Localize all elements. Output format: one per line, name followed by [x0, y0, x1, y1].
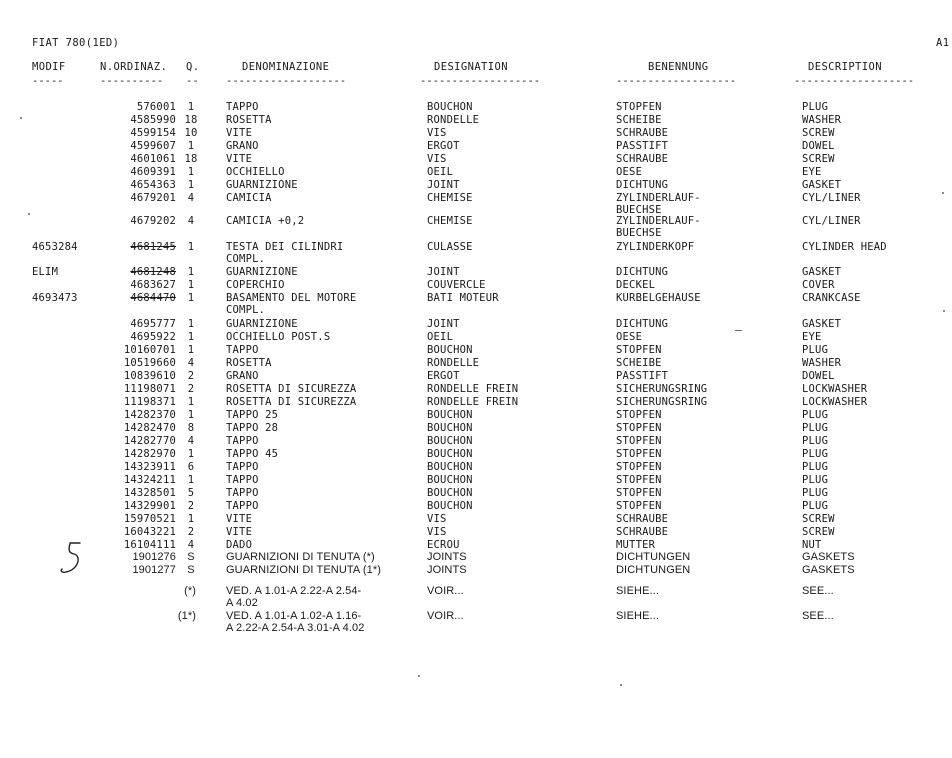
header-rule-ordinaz: ----------: [100, 75, 164, 87]
row-designation: OEIL: [427, 331, 454, 343]
note-designation: VOIR...: [427, 585, 464, 597]
row-quantity: 10: [184, 127, 198, 139]
row-description: SCREW: [802, 513, 835, 525]
note-mark: (1*): [177, 610, 196, 622]
row-quantity: 18: [184, 153, 198, 165]
header-ordinaz: N.ORDINAZ.: [100, 61, 168, 73]
row-designation: BOUCHON: [427, 344, 473, 356]
row-denominazione: OCCHIELLO POST.S: [226, 331, 331, 343]
row-quantity: 18: [184, 114, 198, 126]
row-denominazione: VITE: [226, 526, 253, 538]
row-quantity: 1: [187, 140, 195, 152]
row-order-number: 4695777: [130, 318, 176, 330]
row-description: CYL/LINER: [802, 192, 861, 204]
row-order-number: 10519660: [123, 357, 176, 369]
row-order-number: 4684470: [130, 292, 176, 304]
row-order-number: 1901276: [132, 551, 176, 563]
row-description: GASKETS: [802, 564, 855, 576]
row-denominazione: CAMICIA: [226, 192, 272, 204]
row-designation: BOUCHON: [427, 474, 473, 486]
row-benennung: DICHTUNG: [616, 179, 669, 191]
row-benennung: STOPFEN: [616, 422, 662, 434]
row-description: GASKET: [802, 318, 842, 330]
note-reference: VED. A 1.01-A 2.22-A 2.54-: [226, 585, 362, 597]
header-rule-modif: -----: [32, 75, 64, 87]
row-denominazione: ROSETTA: [226, 114, 272, 126]
row-order-number: 4599607: [130, 140, 176, 152]
row-benennung: SCHRAUBE: [616, 513, 669, 525]
row-denominazione: ROSETTA: [226, 357, 272, 369]
row-designation: RONDELLE: [427, 114, 480, 126]
row-description: CRANKCASE: [802, 292, 861, 304]
row-order-number: 4695922: [130, 331, 176, 343]
row-denominazione: TAPPO: [226, 435, 259, 447]
row-quantity: 1: [187, 179, 195, 191]
row-designation: BATI MOTEUR: [427, 292, 499, 304]
row-quantity: 4: [187, 215, 195, 227]
row-designation: BOUCHON: [427, 435, 473, 447]
row-designation: RONDELLE: [427, 357, 480, 369]
row-description: GASKETS: [802, 551, 855, 563]
row-benennung: STOPFEN: [616, 435, 662, 447]
row-order-number: 14282370: [123, 409, 176, 421]
row-quantity: 1: [187, 101, 195, 113]
row-benennung: SCHRAUBE: [616, 153, 669, 165]
note-reference-cont: A 2.22-A 2.54-A 3.01-A 4.02: [226, 622, 365, 634]
row-description: EYE: [802, 331, 822, 343]
row-quantity: 1: [187, 241, 195, 253]
row-quantity: 2: [187, 383, 195, 395]
row-denominazione: COPERCHIO: [226, 279, 285, 291]
row-description: PLUG: [802, 500, 829, 512]
header-benennung: BENENNUNG: [648, 61, 709, 73]
row-order-number: 14329901: [123, 500, 176, 512]
row-benennung: ZYLINDERLAUF-: [616, 215, 701, 227]
row-order-number: 4585990: [130, 114, 176, 126]
row-description: WASHER: [802, 114, 842, 126]
row-description: CYLINDER HEAD: [802, 241, 887, 253]
row-description: SCREW: [802, 153, 835, 165]
row-designation: JOINT: [427, 179, 460, 191]
row-designation: CHEMISE: [427, 215, 473, 227]
row-benennung: STOPFEN: [616, 500, 662, 512]
scan-speck: [735, 330, 742, 331]
row-order-number: 11198071: [123, 383, 176, 395]
row-quantity: 2: [187, 500, 195, 512]
row-denominazione: OCCHIELLO: [226, 166, 285, 178]
row-designation: JOINT: [427, 318, 460, 330]
row-benennung: SICHERUNGSRING: [616, 383, 708, 395]
row-designation: CULASSE: [427, 241, 473, 253]
scan-speck: [620, 684, 622, 686]
row-order-number: 4681248: [130, 266, 176, 278]
row-benennung: SICHERUNGSRING: [616, 396, 708, 408]
row-description: PLUG: [802, 422, 829, 434]
row-benennung: STOPFEN: [616, 409, 662, 421]
row-order-number: 4599154: [130, 127, 176, 139]
row-designation: BOUCHON: [427, 487, 473, 499]
header-designation: DESIGNATION: [434, 61, 508, 73]
row-designation: BOUCHON: [427, 409, 473, 421]
row-order-number: 14323911: [123, 461, 176, 473]
row-designation: ECROU: [427, 539, 460, 551]
row-quantity: 1: [187, 396, 195, 408]
row-quantity: 1: [187, 292, 195, 304]
row-quantity: 1: [187, 344, 195, 356]
row-quantity: 5: [187, 487, 195, 499]
scan-speck: [20, 117, 22, 119]
row-description: NUT: [802, 539, 822, 551]
row-denominazione: CAMICIA +0,2: [226, 215, 305, 227]
row-denominazione-cont: COMPL.: [226, 304, 266, 316]
row-description: PLUG: [802, 409, 829, 421]
row-denominazione: ROSETTA DI SICUREZZA: [226, 396, 357, 408]
row-denominazione: GUARNIZIONE: [226, 318, 298, 330]
row-benennung-cont: BUECHSE: [616, 204, 662, 216]
row-benennung: SCHEIBE: [616, 114, 662, 126]
row-benennung: SCHEIBE: [616, 357, 662, 369]
row-description: SCREW: [802, 127, 835, 139]
header-rule-benennung: -------------------: [616, 75, 737, 87]
row-order-number: 576001: [136, 101, 176, 113]
row-denominazione: VITE: [226, 513, 253, 525]
row-benennung: DECKEL: [616, 279, 656, 291]
row-benennung: MUTTER: [616, 539, 656, 551]
row-order-number: 4679202: [130, 215, 176, 227]
row-designation: BOUCHON: [427, 422, 473, 434]
note-benennung: SIEHE...: [616, 610, 659, 622]
row-designation: JOINTS: [427, 551, 467, 563]
row-quantity: 4: [187, 435, 195, 447]
row-order-number: 4681245: [130, 241, 176, 253]
row-quantity: 1: [187, 331, 195, 343]
row-benennung: DICHTUNG: [616, 318, 669, 330]
row-modif: 4653284: [32, 241, 78, 253]
row-benennung: SCHRAUBE: [616, 526, 669, 538]
row-benennung: PASSTIFT: [616, 370, 669, 382]
row-quantity: S: [187, 551, 195, 563]
row-benennung: ZYLINDERLAUF-: [616, 192, 701, 204]
row-order-number: 4679201: [130, 192, 176, 204]
header-description: DESCRIPTION: [808, 61, 882, 73]
row-quantity: 1: [187, 266, 195, 278]
header-q: Q.: [186, 61, 200, 73]
row-quantity: 1: [187, 474, 195, 486]
row-quantity: 1: [187, 448, 195, 460]
row-designation: VIS: [427, 526, 447, 538]
header-rule-denominazione: -------------------: [226, 75, 347, 87]
row-designation: BOUCHON: [427, 500, 473, 512]
row-description: COVER: [802, 279, 835, 291]
row-denominazione: TAPPO: [226, 344, 259, 356]
row-description: LOCKWASHER: [802, 396, 868, 408]
row-quantity: 2: [187, 370, 195, 382]
row-description: GASKET: [802, 179, 842, 191]
row-order-number: 11198371: [123, 396, 176, 408]
row-designation: VIS: [427, 127, 447, 139]
row-denominazione: TAPPO 45: [226, 448, 279, 460]
scan-speck: [418, 675, 420, 677]
row-description: PLUG: [802, 487, 829, 499]
row-designation: BOUCHON: [427, 448, 473, 460]
header-modif: MODIF: [32, 61, 66, 73]
row-benennung: DICHTUNG: [616, 266, 669, 278]
row-description: PLUG: [802, 448, 829, 460]
row-quantity: 4: [187, 192, 195, 204]
row-quantity: 8: [187, 422, 195, 434]
row-order-number: 1901277: [132, 564, 176, 576]
row-order-number: 14282770: [123, 435, 176, 447]
row-quantity: 4: [187, 357, 195, 369]
scan-speck: [943, 310, 945, 312]
row-benennung: STOPFEN: [616, 344, 662, 356]
row-designation: OEIL: [427, 166, 454, 178]
row-order-number: 4601061: [130, 153, 176, 165]
row-quantity: 1: [187, 318, 195, 330]
row-denominazione: VITE: [226, 153, 253, 165]
row-designation: VIS: [427, 153, 447, 165]
row-denominazione-cont: COMPL.: [226, 253, 266, 265]
row-order-number: 14282970: [123, 448, 176, 460]
row-designation: CHEMISE: [427, 192, 473, 204]
row-quantity: 6: [187, 461, 195, 473]
row-description: GASKET: [802, 266, 842, 278]
row-quantity: 2: [187, 526, 195, 538]
row-denominazione: GRANO: [226, 140, 259, 152]
row-quantity: 4: [187, 539, 195, 551]
row-denominazione: GUARNIZIONI DI TENUTA (*): [226, 551, 375, 563]
row-order-number: 4683627: [130, 279, 176, 291]
row-denominazione: TAPPO 25: [226, 409, 279, 421]
row-denominazione: GUARNIZIONE: [226, 266, 298, 278]
row-order-number: 10839610: [123, 370, 176, 382]
row-benennung: OESE: [616, 331, 643, 343]
scan-speck: [942, 192, 944, 194]
row-denominazione: DADO: [226, 539, 253, 551]
row-description: DOWEL: [802, 140, 835, 152]
row-description: PLUG: [802, 435, 829, 447]
row-denominazione: VITE: [226, 127, 253, 139]
header-rule-designation: -------------------: [420, 75, 541, 87]
note-designation: VOIR...: [427, 610, 464, 622]
row-description: CYL/LINER: [802, 215, 861, 227]
row-modif: 4693473: [32, 292, 78, 304]
row-denominazione: ROSETTA DI SICUREZZA: [226, 383, 357, 395]
handwritten-mark: [56, 540, 86, 580]
row-benennung: STOPFEN: [616, 487, 662, 499]
note-reference: VED. A 1.01-A 1.02-A 1.16-: [226, 610, 362, 622]
note-description: SEE...: [802, 585, 834, 597]
row-designation: BOUCHON: [427, 461, 473, 473]
row-description: LOCKWASHER: [802, 383, 868, 395]
row-denominazione: TAPPO: [226, 101, 259, 113]
header-rule-q: --: [186, 75, 199, 87]
row-benennung: STOPFEN: [616, 448, 662, 460]
header-rule-description: -------------------: [794, 75, 915, 87]
row-benennung: STOPFEN: [616, 474, 662, 486]
row-benennung: SCHRAUBE: [616, 127, 669, 139]
row-quantity: 1: [187, 409, 195, 421]
note-description: SEE...: [802, 610, 834, 622]
row-description: SCREW: [802, 526, 835, 538]
row-denominazione: GUARNIZIONE: [226, 179, 298, 191]
row-benennung: DICHTUNGEN: [616, 551, 691, 563]
row-denominazione: TAPPO 28: [226, 422, 279, 434]
row-denominazione: TAPPO: [226, 487, 259, 499]
row-description: PLUG: [802, 461, 829, 473]
row-denominazione: GRANO: [226, 370, 259, 382]
row-quantity: S: [187, 564, 195, 576]
row-benennung: STOPFEN: [616, 101, 662, 113]
scan-speck: [28, 213, 30, 215]
row-designation: ERGOT: [427, 140, 460, 152]
page-ref: A1: [936, 37, 950, 49]
row-order-number: 10160701: [123, 344, 176, 356]
row-benennung: DICHTUNGEN: [616, 564, 691, 576]
row-benennung: KURBELGEHAUSE: [616, 292, 701, 304]
note-benennung: SIEHE...: [616, 585, 659, 597]
row-quantity: 1: [187, 166, 195, 178]
row-order-number: 16104111: [123, 539, 176, 551]
row-quantity: 1: [187, 513, 195, 525]
row-designation: VIS: [427, 513, 447, 525]
row-description: DOWEL: [802, 370, 835, 382]
row-denominazione: TAPPO: [226, 461, 259, 473]
row-designation: RONDELLE FREIN: [427, 383, 519, 395]
row-benennung: PASSTIFT: [616, 140, 669, 152]
row-denominazione: TAPPO: [226, 500, 259, 512]
note-reference-cont: A 4.02: [226, 597, 258, 609]
header-denominazione: DENOMINAZIONE: [242, 61, 330, 73]
row-designation: RONDELLE FREIN: [427, 396, 519, 408]
row-order-number: 14282470: [123, 422, 176, 434]
row-benennung: OESE: [616, 166, 643, 178]
row-designation: BOUCHON: [427, 101, 473, 113]
row-description: PLUG: [802, 344, 829, 356]
row-denominazione: BASAMENTO DEL MOTORE: [226, 292, 357, 304]
row-benennung-cont: BUECHSE: [616, 227, 662, 239]
row-denominazione: TAPPO: [226, 474, 259, 486]
row-designation: ERGOT: [427, 370, 460, 382]
row-order-number: 16043221: [123, 526, 176, 538]
row-order-number: 4654363: [130, 179, 176, 191]
row-modif: ELIM: [32, 266, 59, 278]
document-title: FIAT 780(1ED): [32, 37, 120, 49]
row-description: EYE: [802, 166, 822, 178]
note-mark: (*): [184, 585, 196, 597]
row-denominazione: TESTA DEI CILINDRI: [226, 241, 344, 253]
row-designation: JOINTS: [427, 564, 467, 576]
row-order-number: 4609391: [130, 166, 176, 178]
row-order-number: 15970521: [123, 513, 176, 525]
row-order-number: 14328501: [123, 487, 176, 499]
row-description: WASHER: [802, 357, 842, 369]
row-benennung: STOPFEN: [616, 461, 662, 473]
row-order-number: 14324211: [123, 474, 176, 486]
row-designation: COUVERCLE: [427, 279, 486, 291]
row-benennung: ZYLINDERKOPF: [616, 241, 695, 253]
row-description: PLUG: [802, 101, 829, 113]
row-description: PLUG: [802, 474, 829, 486]
row-denominazione: GUARNIZIONI DI TENUTA (1*): [226, 564, 381, 576]
row-quantity: 1: [187, 279, 195, 291]
row-designation: JOINT: [427, 266, 460, 278]
